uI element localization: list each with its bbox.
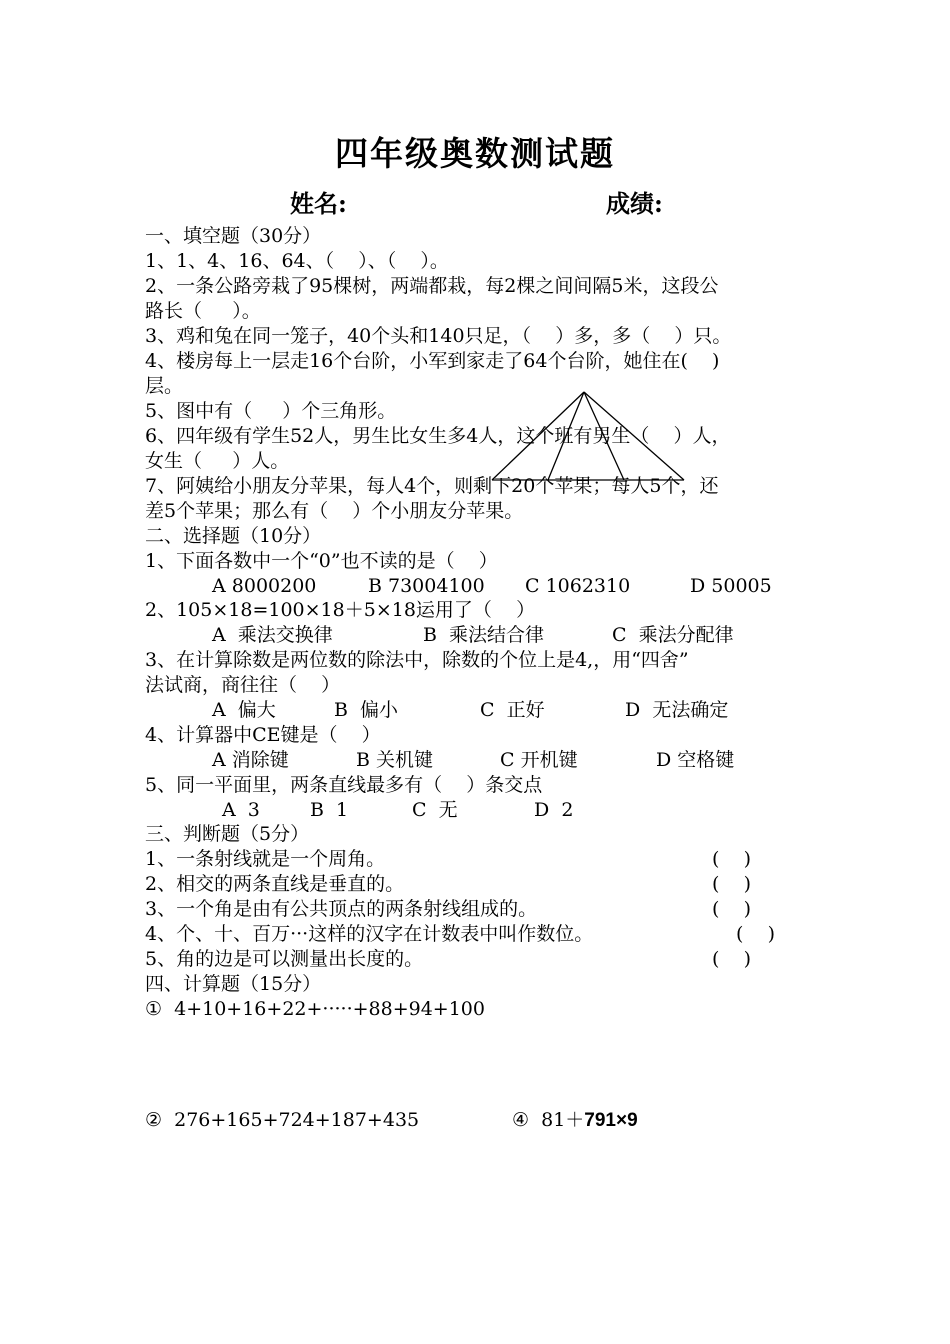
choice-q2-opt-a: A 乘法交换律 [212,624,333,646]
choice-q3-opt-c: C 正好 [480,699,545,721]
calc-item-4 [512,1108,638,1133]
calc-item-1: ① 4+10+16+22+·····+88+94+100 [145,998,485,1020]
page-title: 四年级奥数测试题 [335,134,615,173]
judge-q5-answer-box: ( ) [712,948,751,970]
choice-q4-opt-a: A 消除键 [212,749,289,771]
choice-q3: 3、在计算除数是两位数的除法中，除数的个位上是4,，用“四舍” [145,649,689,671]
triangle-inner-line-1 [548,392,584,480]
choice-q3-opt-a: A 偏大 [212,699,276,721]
score-label: 成绩: [606,189,663,218]
choice-q5-opt-b: B 1 [310,799,349,821]
judge-q2-answer-box: ( ) [712,873,751,895]
fill-item-2-cont: 路长（ ）。 [145,300,261,322]
judge-q1-answer-box: ( ) [712,848,751,870]
triangle-left-edge [492,392,584,480]
choice-q2-opt-c: C 乘法分配律 [612,624,734,646]
fill-item-6-cont: 女生（ ）人。 [145,450,290,472]
triangle-figure [488,390,688,490]
choice-q5-opt-c: C 无 [412,799,458,821]
name-label: 姓名: [290,189,347,218]
calc-item-4-prefix: ④ 81＋ [512,1109,585,1131]
judge-q4-answer-box: ( ) [736,923,775,945]
judge-q2: 2、相交的两条直线是垂直的。 [145,873,405,895]
triangle-inner-line-2 [584,392,624,480]
fill-item-1: 1、1、4、16、64、（ ）、（ ）。 [145,250,449,272]
choice-q1: 1、下面各数中一个“0”也不读的是（ ） [145,550,498,572]
section-fill-heading: 一、填空题（30分） [145,225,322,247]
choice-q4-opt-d: D 空格键 [656,749,735,771]
choice-q3-cont: 法试商，商往往（ ） [145,674,341,696]
choice-q5-opt-d: D 2 [534,799,574,821]
choice-q5-opt-a: A 3 [222,799,260,821]
choice-q2-opt-b: B 乘法结合律 [423,624,545,646]
fill-item-3: 3、鸡和兔在同一笼子，40个头和140只足，（ ）多，多（ ）只。 [145,325,732,347]
choice-q3-opt-d: D 无法确定 [625,699,729,721]
section-judge-heading: 三、判断题（5分） [145,823,310,845]
triangle-right-edge [584,392,684,480]
fill-item-6: 6、四年级有学生52人，男生比女生多4人，这个班有男生（ ）人， [145,425,731,447]
choice-q1-opt-c: C 1062310 [525,575,631,597]
judge-q3: 3、一个角是由有公共顶点的两条射线组成的。 [145,898,538,920]
fill-item-5: 5、图中有（ ）个三角形。 [145,400,397,422]
choice-q2: 2、105×18=100×18＋5×18运用了（ ） [145,599,536,621]
calc-item-4-expression: 791×9 [584,1110,638,1131]
judge-q4: 4、个、十、百万···这样的汉字在计数表中叫作数位。 [145,923,594,945]
judge-q3-answer-box: ( ) [712,898,751,920]
fill-item-7: 7、阿姨给小朋友分苹果，每人4个，则剩下20个苹果；每人5个，还 [145,475,719,497]
choice-q1-opt-a: A 8000200 [212,575,317,597]
fill-item-4: 4、楼房每上一层走16个台阶，小军到家走了64个台阶，她住在( ) [145,350,720,372]
section-calc-heading: 四、计算题（15分） [145,973,322,995]
fill-item-4-cont: 层。 [145,375,184,397]
choice-q1-opt-b: B 73004100 [368,575,485,597]
choice-q5: 5、同一平面里，两条直线最多有（ ）条交点 [145,774,543,796]
section-choice-heading: 二、选择题（10分） [145,525,322,547]
choice-q4-opt-c: C 开机键 [500,749,578,771]
fill-item-2: 2、一条公路旁栽了95棵树，两端都栽，每2棵之间间隔5米，这段公 [145,275,719,297]
fill-item-7-cont: 差5个苹果；那么有（ ）个小朋友分苹果。 [145,500,524,522]
judge-q1: 1、一条射线就是一个周角。 [145,848,386,870]
calc-item-2: ② 276+165+724+187+435 [145,1109,420,1131]
judge-q5: 5、角的边是可以测量出长度的。 [145,948,424,970]
choice-q3-opt-b: B 偏小 [334,699,399,721]
choice-q4: 4、计算器中CE键是（ ） [145,724,381,746]
choice-q1-opt-d: D 50005 [690,575,772,597]
choice-q4-opt-b: B 关机键 [356,749,434,771]
